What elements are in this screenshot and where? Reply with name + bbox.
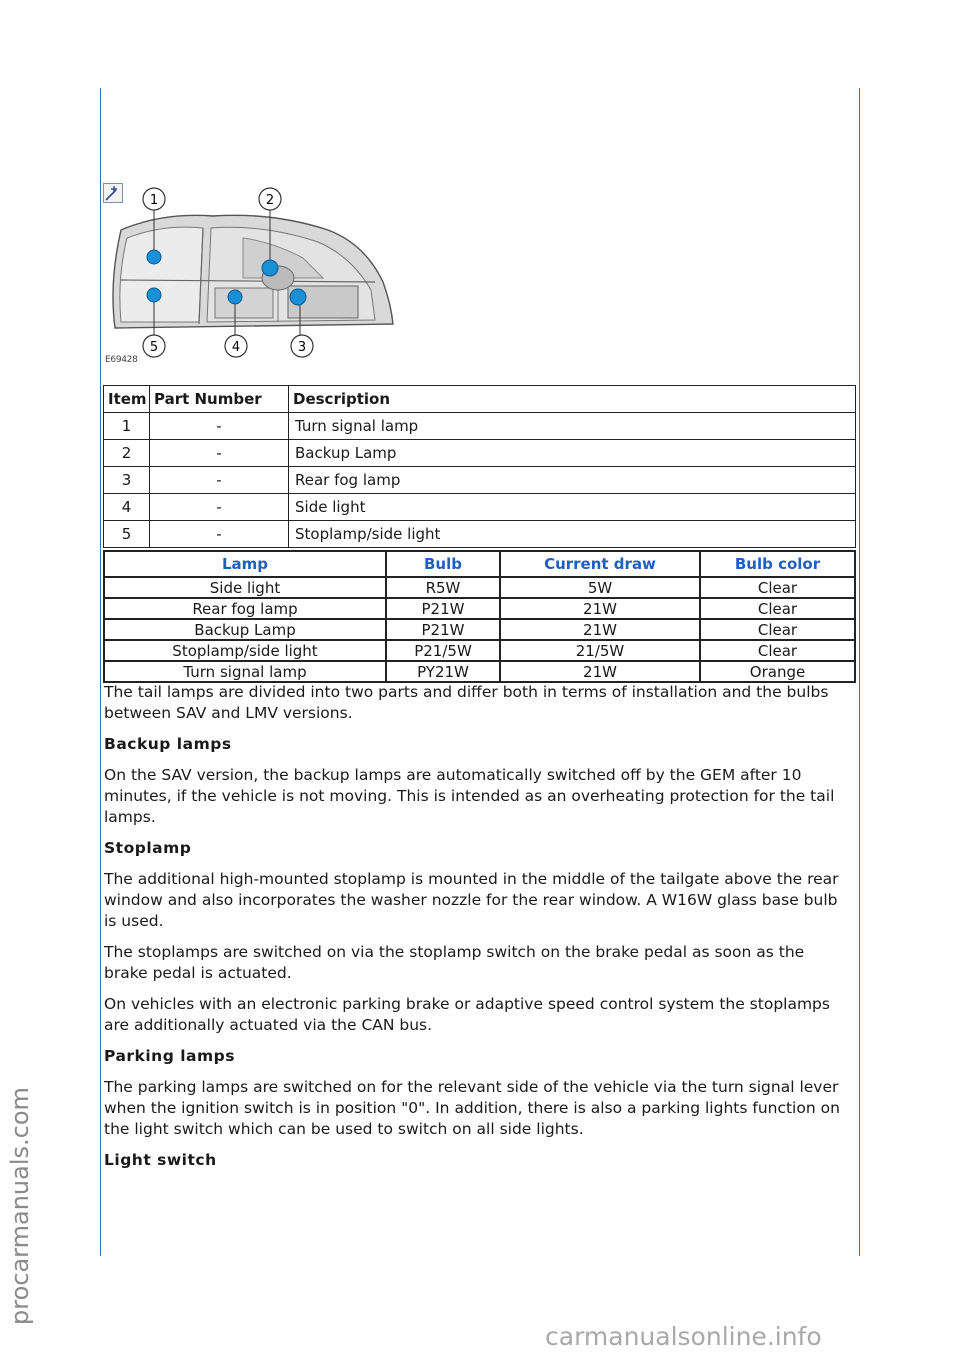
- page-rule-right: [859, 88, 860, 1256]
- tail-lamp-drawing: [103, 182, 403, 372]
- part-number-cell: -: [150, 521, 289, 548]
- current-draw-cell: 21W: [500, 598, 700, 619]
- part-number-cell: -: [150, 467, 289, 494]
- bulb-color-cell: Orange: [700, 661, 855, 682]
- lamp-cell: Rear fog lamp: [104, 598, 386, 619]
- stoplamp-paragraph-1: The additional high-mounted stoplamp is mounted in the middle of the tailgate above the rear window and also incorporates the washer nozzle for the rear window. A W16W glass base bulb is used.: [104, 870, 839, 930]
- table-row: [104, 640, 855, 661]
- item-cell: 2: [104, 440, 150, 467]
- bulb-color-cell: Clear: [700, 598, 855, 619]
- part-number-cell: -: [150, 494, 289, 521]
- header-bulb-color: Bulb color: [700, 551, 855, 577]
- table-row: [104, 413, 856, 440]
- description-cell: Stoplamp/side light: [289, 521, 856, 548]
- bulb-cell: P21W: [386, 619, 500, 640]
- stoplamp-paragraph-3: On vehicles with an electronic parking brake or adaptive speed control system the stoplamps are additionally actuated via the CAN bus.: [104, 995, 830, 1034]
- description-cell: Backup Lamp: [289, 440, 856, 467]
- table-row: [104, 467, 856, 494]
- bulb-color-cell: Clear: [700, 619, 855, 640]
- callout-4: 4: [231, 340, 241, 355]
- callout-5: 5: [149, 340, 159, 355]
- header-current-draw: Current draw: [500, 551, 700, 577]
- parking-lamps-heading: Parking lamps: [104, 1047, 235, 1065]
- description-cell: Side light: [289, 494, 856, 521]
- backup-lamps-paragraph: On the SAV version, the backup lamps are automatically switched off by the GEM after 10 minutes, if the vehicle is not moving. This is intended as an overheating protection for the tail lamps.: [104, 766, 835, 826]
- lamp-cell: Backup Lamp: [104, 619, 386, 640]
- table-row: [104, 598, 855, 619]
- current-draw-cell: 5W: [500, 577, 700, 598]
- current-draw-cell: 21W: [500, 619, 700, 640]
- header-item: Item: [104, 386, 150, 413]
- part-number-cell: -: [150, 440, 289, 467]
- table-row: [104, 521, 856, 548]
- table-row: [104, 661, 855, 682]
- bulb-cell: PY21W: [386, 661, 500, 682]
- lamp-cell: Stoplamp/side light: [104, 640, 386, 661]
- side-watermark: procarmanuals.com: [6, 1087, 34, 1325]
- header-lamp: Lamp: [104, 551, 386, 577]
- current-draw-cell: 21/5W: [500, 640, 700, 661]
- lamp-cell: Turn signal lamp: [104, 661, 386, 682]
- item-cell: 1: [104, 413, 150, 440]
- table-row: [104, 494, 856, 521]
- header-bulb: Bulb: [386, 551, 500, 577]
- light-switch-heading: Light switch: [104, 1151, 217, 1169]
- description-cell: Turn signal lamp: [289, 413, 856, 440]
- lamp-cell: Side light: [104, 577, 386, 598]
- current-draw-cell: 21W: [500, 661, 700, 682]
- bulb-color-cell: Clear: [700, 640, 855, 661]
- table-row: [104, 440, 856, 467]
- page-rule-left: [100, 88, 101, 1256]
- body-text: [104, 682, 849, 1181]
- figure-code: E69428: [105, 355, 138, 365]
- bottom-watermark: carmanualsonline.info: [545, 1322, 822, 1351]
- callout-1: 1: [149, 193, 159, 208]
- callout-2: 2: [265, 193, 275, 208]
- header-description: Description: [289, 386, 856, 413]
- table-row: [104, 619, 855, 640]
- header-part-number: Part Number: [150, 386, 289, 413]
- item-cell: 5: [104, 521, 150, 548]
- bulb-color-cell: Clear: [700, 577, 855, 598]
- bulb-cell: P21W: [386, 598, 500, 619]
- callout-3: 3: [297, 340, 307, 355]
- stoplamp-paragraph-2: The stoplamps are switched on via the stoplamp switch on the brake pedal as soon as the brake pedal is actuated.: [104, 943, 805, 982]
- parking-lamps-paragraph: The parking lamps are switched on for the relevant side of the vehicle via the turn signal lever when the ignition switch is in position "0". In addition, there is also a parking lights function on the light switch which can be used to switch on all side lights.: [104, 1078, 840, 1138]
- intro-paragraph: The tail lamps are divided into two parts and differ both in terms of installation and the bulbs between SAV and LMV versions.: [104, 683, 829, 722]
- backup-lamps-heading: Backup lamps: [104, 735, 232, 753]
- description-cell: Rear fog lamp: [289, 467, 856, 494]
- bulb-cell: P21/5W: [386, 640, 500, 661]
- item-cell: 3: [104, 467, 150, 494]
- parts-table: [103, 385, 856, 548]
- parts-table-header: [104, 386, 856, 413]
- item-cell: 4: [104, 494, 150, 521]
- table-row: [104, 577, 855, 598]
- bulb-table-header: [104, 551, 855, 577]
- part-number-cell: -: [150, 413, 289, 440]
- tail-lamp-figure: [103, 182, 403, 372]
- bulb-table: [103, 550, 856, 683]
- stoplamp-heading: Stoplamp: [104, 839, 192, 857]
- bulb-cell: R5W: [386, 577, 500, 598]
